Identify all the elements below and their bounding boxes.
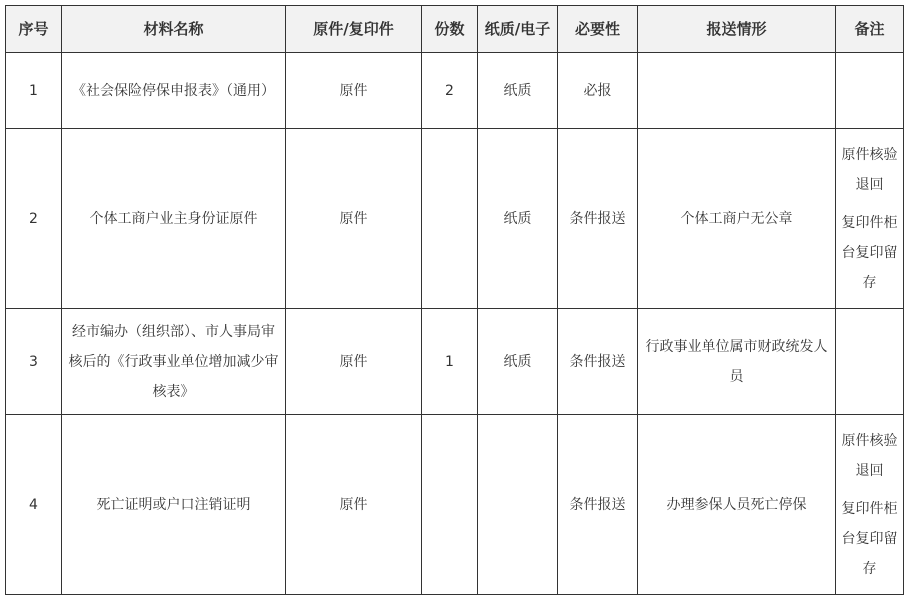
cell-necessity: 条件报送: [558, 129, 638, 309]
cell-necessity: 条件报送: [558, 415, 638, 595]
cell-situation: 行政事业单位属市财政统发人员: [638, 309, 836, 415]
cell-note: [836, 53, 904, 129]
cell-count: 1: [422, 309, 478, 415]
header-type: 原件/复印件: [286, 6, 422, 53]
table-row: [6, 53, 904, 129]
note-line: 原件核验退回: [841, 146, 898, 193]
cell-count: 2: [422, 53, 478, 129]
cell-name: 个体工商户业主身份证原件: [62, 129, 286, 309]
cell-medium: 纸质: [478, 53, 558, 129]
cell-name: 死亡证明或户口注销证明: [62, 415, 286, 595]
table-row: [6, 309, 904, 415]
note-line: 复印件柜台复印留存: [841, 214, 898, 291]
cell-note: [836, 129, 904, 309]
cell-no: 4: [6, 415, 62, 595]
cell-no: 2: [6, 129, 62, 309]
cell-type: 原件: [286, 309, 422, 415]
cell-necessity: 条件报送: [558, 309, 638, 415]
cell-medium: 纸质: [478, 309, 558, 415]
cell-situation: [638, 53, 836, 129]
cell-name: 《社会保险停保申报表》（通用）: [62, 53, 286, 129]
cell-note: [836, 415, 904, 595]
cell-type: 原件: [286, 415, 422, 595]
cell-situation: 个体工商户无公章: [638, 129, 836, 309]
table-row: [6, 129, 904, 309]
cell-note: [836, 309, 904, 415]
cell-necessity: 必报: [558, 53, 638, 129]
table-row: [6, 415, 904, 595]
cell-medium: [478, 415, 558, 595]
header-row: [6, 6, 904, 53]
header-no: 序号: [6, 6, 62, 53]
header-necessity: 必要性: [558, 6, 638, 53]
header-name: 材料名称: [62, 6, 286, 53]
note-line: 原件核验退回: [841, 432, 898, 479]
cell-situation: 办理参保人员死亡停保: [638, 415, 836, 595]
cell-count: [422, 129, 478, 309]
cell-count: [422, 415, 478, 595]
cell-type: 原件: [286, 53, 422, 129]
materials-table: [5, 5, 904, 595]
note-line: 复印件柜台复印留存: [841, 500, 898, 577]
cell-type: 原件: [286, 129, 422, 309]
cell-no: 1: [6, 53, 62, 129]
header-medium: 纸质/电子: [478, 6, 558, 53]
header-count: 份数: [422, 6, 478, 53]
header-note: 备注: [836, 6, 904, 53]
cell-medium: 纸质: [478, 129, 558, 309]
cell-no: 3: [6, 309, 62, 415]
header-situation: 报送情形: [638, 6, 836, 53]
cell-name: 经市编办（组织部）、市人事局审核后的《行政事业单位增加减少审核表》: [62, 309, 286, 415]
